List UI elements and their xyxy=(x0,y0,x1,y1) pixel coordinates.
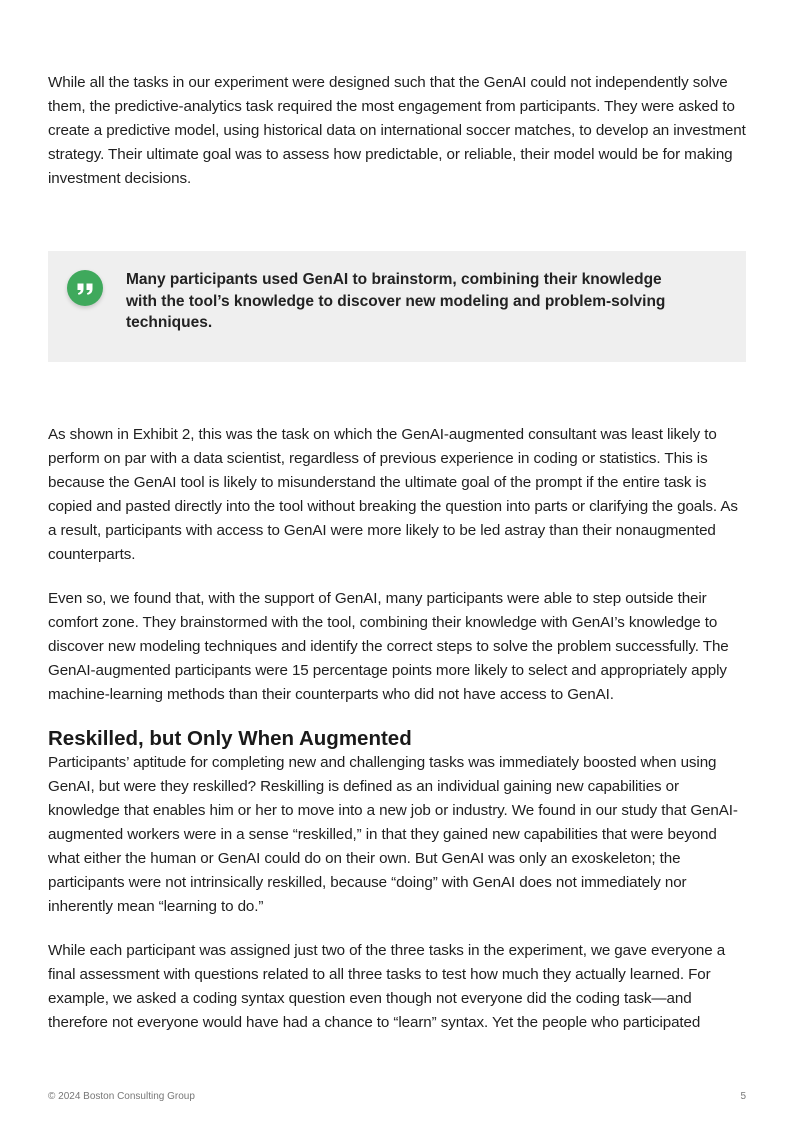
pull-quote-text: Many participants used GenAI to brainstorm, combining their knowledge with the tool’s knowledge to discover new modeling and problem-solving techniques. xyxy=(126,271,666,331)
paragraph-predictive-task: While all the tasks in our experiment were designed such that the GenAI could not independently solve them, the predictive-analytics task required the most engagement from participants. They were asked to create a predictive model, using historical data on international soccer matches, to develop an investment strategy. Their ultimate goal was to assess how predictable, or reliable, their model would be for making investment decisions. xyxy=(48,74,746,187)
paragraph-reskilling: Participants’ aptitude for completing new and challenging tasks was immediately boosted when using GenAI, but were they reskilled? Reskilling is defined as an individual gaining new capabilities or knowledge that enables him or her to move into a new job or industry. We found in our study that GenAI-augmented workers were in a sense “reskilled,” in that they gained new capabilities that were beyond what either the human or GenAI could do on their own. But GenAI was only an exoskeleton; the participants were not intrinsically reskilled, because “doing” with GenAI does not immediately nor inherently mean “learning to do.” xyxy=(48,754,738,915)
paragraph-exhibit-2: As shown in Exhibit 2, this was the task on which the GenAI-augmented consultant was least likely to perform on par with a data scientist, regardless of previous experience in coding or statistics. This is because the GenAI tool is likely to misunderstand the ultimate goal of the prompt if the entire task is copied and pasted directly into the tool without breaking the question into parts or clarifying the goals. As a result, participants with access to GenAI were more likely to be led astray than their nonaugmented counterparts. xyxy=(48,426,738,563)
paragraph-final-assessment: While each participant was assigned just two of the three tasks in the experiment, we gave everyone a final assessment with questions related to all three tasks to test how much they actually learned. For example, we asked a coding syntax question even though not everyone did the coding task—and therefore not everyone would have had a chance to “learn” syntax. Yet the people who participated xyxy=(48,942,726,1031)
footer-copyright: © 2024 Boston Consulting Group xyxy=(48,1091,195,1102)
section-heading: Reskilled, but Only When Augmented xyxy=(48,727,412,750)
pull-quote-callout xyxy=(48,251,746,362)
paragraph-comfort-zone: Even so, we found that, with the support of GenAI, many participants were able to step outside their comfort zone. They brainstormed with the tool, combining their knowledge with GenAI’s knowledge to discover new modeling techniques and identify the correct steps to solve the problem successfully. The GenAI-augmented participants were 15 percentage points more likely to select and appropriately apply machine-learning methods than their counterparts who did not have access to GenAI. xyxy=(48,590,729,703)
quote-icon xyxy=(67,270,103,306)
page-number: 5 xyxy=(740,1091,746,1102)
page-footer xyxy=(48,1091,746,1107)
